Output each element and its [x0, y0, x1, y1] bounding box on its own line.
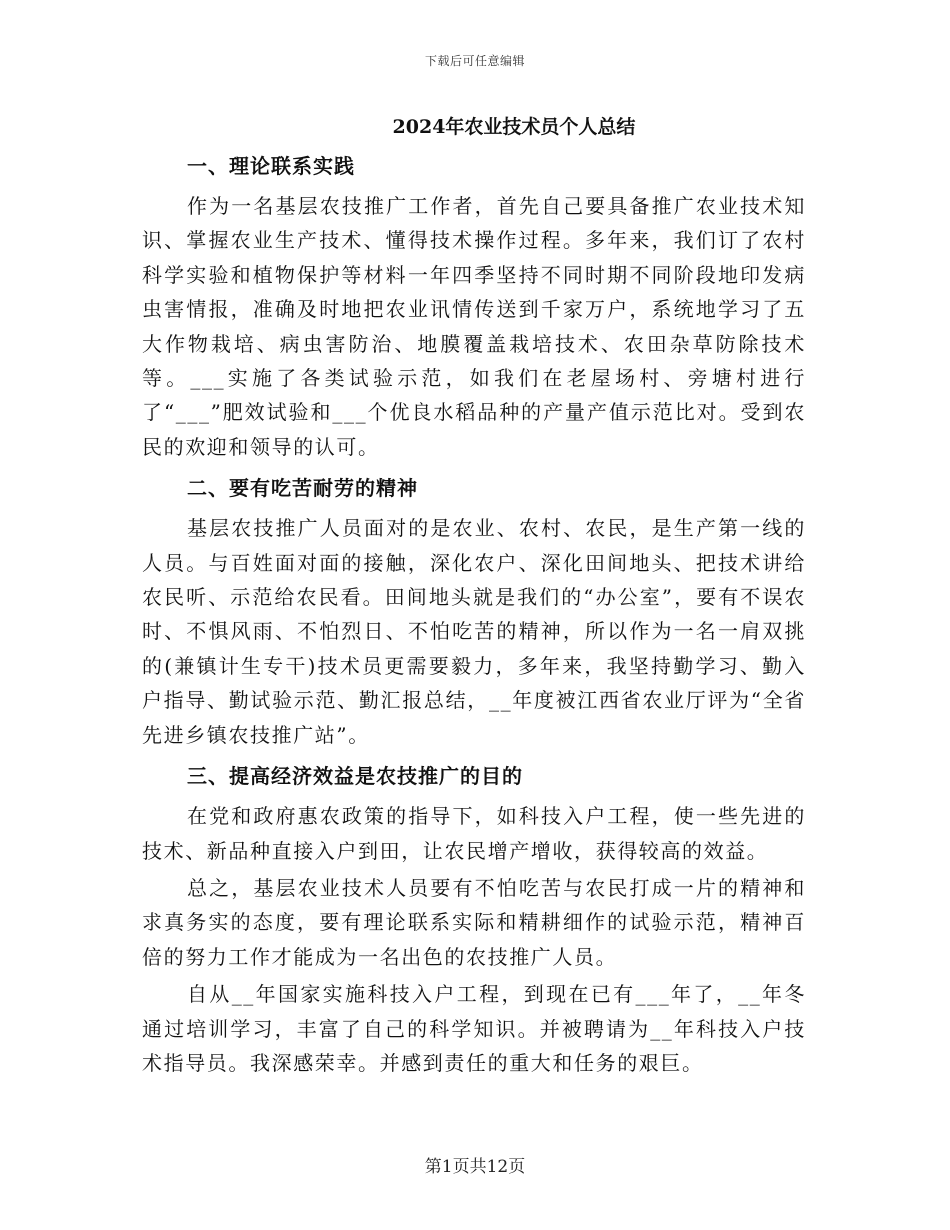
section-hard-work [142, 468, 806, 752]
section-heading: 一、理论联系实践 [187, 154, 355, 178]
document-title: 2024年农业技术员个人总结 [392, 116, 636, 138]
section-theory-practice [142, 146, 806, 464]
document-body [142, 108, 806, 1080]
section-paragraph: 在党和政府惠农政策的指导下，如科技入户工程，使一些先进的技术、新品种直接入户到田，让农民增产增收，获得较高的效益。 [142, 804, 806, 863]
summary-paragraph: 总之，基层农业技术人员要有不怕吃苦与农民打成一片的精神和求真务实的态度，要有理论联系实际和精耕细作的试验示范，精神百倍的努力工作才能成为一名出色的农技推广人员。 [142, 875, 806, 969]
page-number: 第1页共12页 [424, 1157, 526, 1177]
closing-paragraph: 自从__年国家实施科技入户工程，到现在已有___年了，__年冬通过培训学习，丰富了自己的科学知识。并被聘请为__年科技入户技术指导员。我深感荣幸。并感到责任的重大和任务的艰巨。 [142, 982, 806, 1075]
section-paragraph: 基层农技推广人员面对的是农业、农村、农民，是生产第一线的人员。与百姓面对面的接触，深化农户、深化田间地头、把技术讲给农民听、示范给农民看。田间地头就是我们的“办公室”，要有不误农时、不惧风雨、不怕烈日、不怕吃苦的精神，所以作为一名一肩双挑的(兼镇计生专干)技术员更需要毅力，多年来，我坚持勤学习、勤入户指导、勤试验示范、勤汇报总结，__年度被江西省农业厅评为“全省先进乡镇农技推广站”。 [142, 516, 806, 747]
section-paragraph: 作为一名基层农技推广工作者，首先自己要具备推广农业技术知识、掌握农业生产技术、懂得技术操作过程。多年来，我们订了农村科学实验和植物保护等材料一年四季坚持不同时期不同阶段地印发病虫害情报，准确及时地把农业讯情传送到千家万户，系统地学习了五大作物栽培、病虫害防治、地膜覆盖栽培技术、农田杂草防除技术等。___实施了各类试验示范，如我们在老屋场村、旁塘村进行了“___”肥效试验和___个优良水稻品种的产量产值示范比对。受到农民的欢迎和领导的认可。 [142, 194, 806, 459]
section-heading: 二、要有吃苦耐劳的精神 [187, 476, 418, 501]
header-note: 下载后可任意编辑 [424, 54, 525, 68]
section-heading: 三、提高经济效益是农技推广的目的 [187, 764, 523, 789]
section-economic-benefit [142, 756, 806, 1080]
